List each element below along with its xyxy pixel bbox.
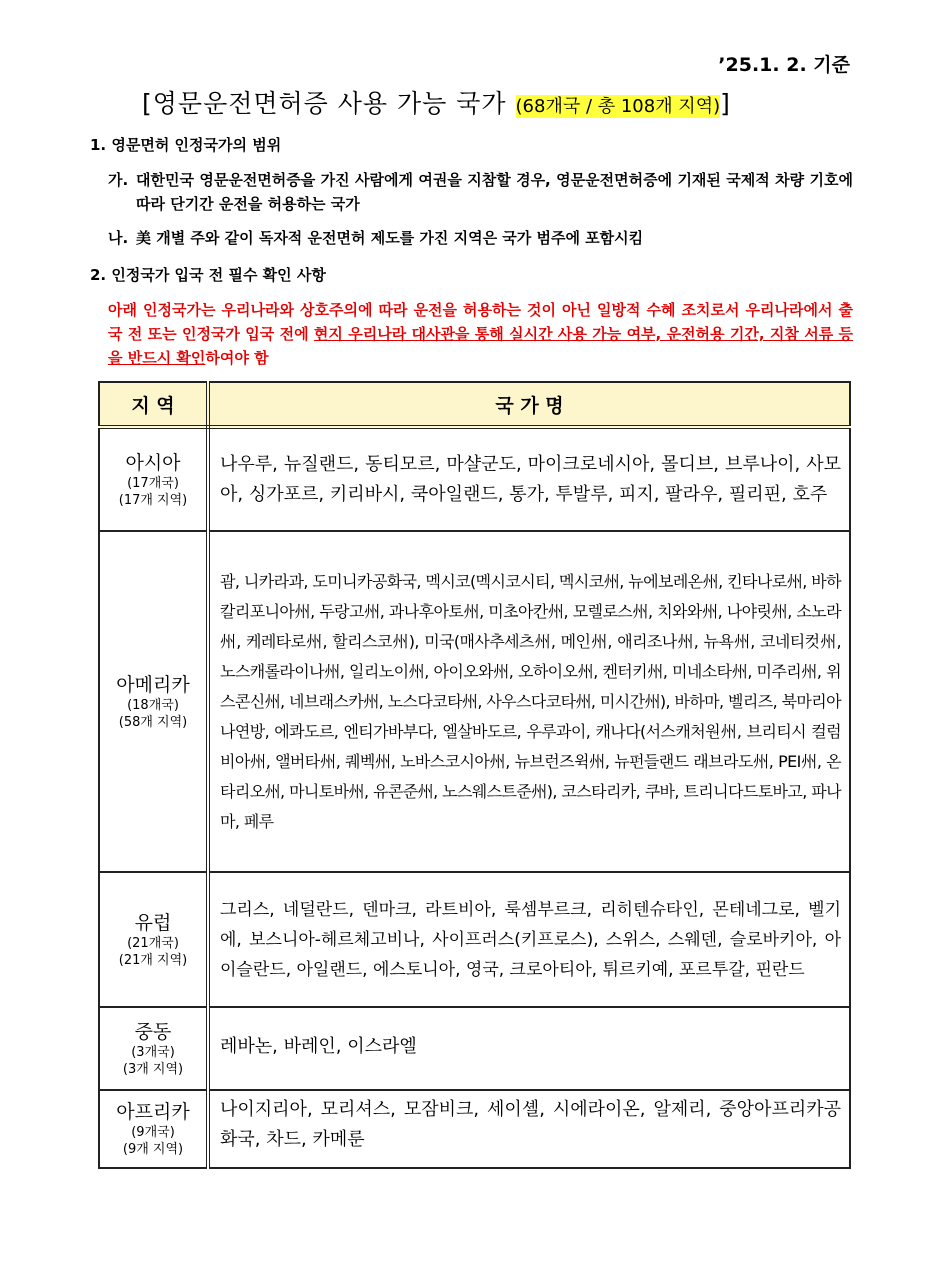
countries-cell: 괌, 니카라과, 도미니카공화국, 멕시코(멕시코시티, 멕시코州, 뉴에보레온州, 킨타나로州, 바하칼리포니아州, 두랑고州, 과나후아토州, 미초아칸州, 모렐로스州, 치와와州, 나야릿州, 소노라州, 케레타로州, 할리스코州), 미국(매사추세츠州, 메인州, 애리조나州, 뉴욕州, 코네티컷州, 노스캐롤라이나州, 일리노이州, 아이오와州, 오하이오州, 켄터키州, 미네소타州, 미주리州, 위스콘신州, 네브래스카州, 노스다코타州, 사우스다코타州, 미시간州), 바하마, 벨리즈, 북마리아나연방, 에콰도르, 엔티가바부다, 엘살바도르, 우루과이, 캐나다(서스캐처원州, 브리티시 컬럼비아州, 앨버타州, 퀘벡州, 노바스코시아州, 뉴브런즈윅州, 뉴펀들랜드 래브라도州, PEI州, 온타리오州, 마니토바州, 유콘준州, 노스웨스트준州), 코스타리카, 쿠바, 트리니다드토바고, 파나마, 페루 bbox=[208, 531, 850, 872]
countries-cell: 그리스, 네덜란드, 덴마크, 라트비아, 룩셈부르크, 리히텐슈타인, 몬테네그로, 벨기에, 보스니아-헤르체고비나, 사이프러스(키프로스), 스위스, 스웨덴, 슬로바키아, 아이슬란드, 아일랜드, 에스토니아, 영국, 크로아티아, 튀르키예, 포르투갈, 핀란드 bbox=[208, 872, 850, 1007]
region-area-count: (9개 지역) bbox=[122, 1142, 184, 1157]
table-row-middle-east bbox=[99, 1007, 850, 1090]
warning-underlined-text: 현지 우리나라 대사관을 통해 실시간 사용 가능 여부, 운전허용 기간, 지참 서류 등을 반드시 확인 bbox=[108, 325, 854, 367]
item-a-text: 대한민국 영문운전면허증을 가진 사람에게 여권을 지참할 경우, 영문운전면허증에 기재된 국제적 차량 기호에 따라 단기간 운전을 허용하는 국가 bbox=[136, 171, 853, 213]
region-cell bbox=[99, 427, 208, 531]
section2-heading: 2. 인정국가 입국 전 필수 확인 사항 bbox=[90, 266, 326, 284]
region-area-count: (21개 지역) bbox=[118, 952, 188, 968]
header-region: 지 역 bbox=[99, 382, 208, 427]
region-country-count: (3개국) bbox=[131, 1044, 175, 1060]
country-table bbox=[98, 381, 851, 1169]
table-header-row bbox=[99, 382, 850, 427]
warning-text: 아래 인정국가는 우리나라와 상호주의에 따라 운전을 허용하는 것이 아닌 일방적 수혜 조치로서 우리나라에서 출국 전 또는 인정국가 입국 전에 bbox=[108, 301, 853, 343]
region-cell bbox=[99, 531, 208, 872]
section1-item-a bbox=[108, 168, 853, 216]
header-countries: 국 가 명 bbox=[208, 382, 850, 427]
title-main: 영문운전면허증 사용 가능 국가 bbox=[152, 89, 516, 118]
countries-cell: 나우루, 뉴질랜드, 동티모르, 마샬군도, 마이크로네시아, 몰디브, 브루나이, 사모아, 싱가포르, 키리바시, 쿡아일랜드, 통가, 투발루, 피지, 팔라우, 필리핀, 호주 bbox=[208, 427, 850, 531]
title-bracket-close: ] bbox=[720, 89, 731, 118]
region-country-count: (18개국) bbox=[127, 697, 179, 713]
title-highlight: (68개국 / 총 108개 지역) bbox=[515, 96, 721, 117]
section1-heading: 1. 영문면허 인정국가의 범위 bbox=[90, 136, 282, 154]
region-area-count: (58개 지역) bbox=[118, 714, 188, 730]
reference-date: ’25.1. 2. 기준 bbox=[718, 54, 850, 76]
countries-cell: 레바논, 바레인, 이스라엘 bbox=[208, 1007, 850, 1090]
region-area-count: (3개 지역) bbox=[122, 1061, 184, 1077]
region-name: 아프리카 bbox=[116, 1101, 190, 1123]
region-cell bbox=[99, 872, 208, 1007]
table-row-europe bbox=[99, 872, 850, 1007]
region-name: 아시아 bbox=[125, 451, 181, 474]
region-country-count: (17개국) bbox=[127, 475, 179, 491]
region-name: 아메리카 bbox=[116, 673, 190, 696]
region-name: 중동 bbox=[134, 1020, 172, 1043]
region-area-count: (17개 지역) bbox=[118, 492, 188, 508]
countries-cell: 나이지리아, 모리셔스, 모잠비크, 세이셸, 시에라이온, 알제리, 중앙아프리카공화국, 차드, 카메룬 bbox=[208, 1090, 850, 1168]
item-b-number: 나. bbox=[108, 229, 129, 247]
table-row-americas bbox=[99, 531, 850, 872]
region-country-count: (9개국) bbox=[131, 1125, 175, 1140]
warning-notice bbox=[108, 298, 853, 370]
region-name: 유럽 bbox=[134, 911, 172, 934]
title-bracket-open: [ bbox=[142, 89, 153, 118]
table-row-asia bbox=[99, 427, 850, 531]
section1-item-b bbox=[108, 226, 853, 250]
item-b-text: 美 개별 주와 같이 독자적 운전면허 제도를 가진 지역은 국가 범주에 포함시킴 bbox=[136, 229, 644, 247]
page-title bbox=[142, 84, 731, 120]
table-row-africa bbox=[99, 1090, 850, 1168]
warning-end-text: 하여야 함 bbox=[205, 349, 269, 367]
region-cell bbox=[99, 1007, 208, 1090]
region-country-count: (21개국) bbox=[127, 935, 179, 951]
item-a-number: 가. bbox=[108, 171, 129, 189]
region-cell bbox=[99, 1090, 208, 1168]
